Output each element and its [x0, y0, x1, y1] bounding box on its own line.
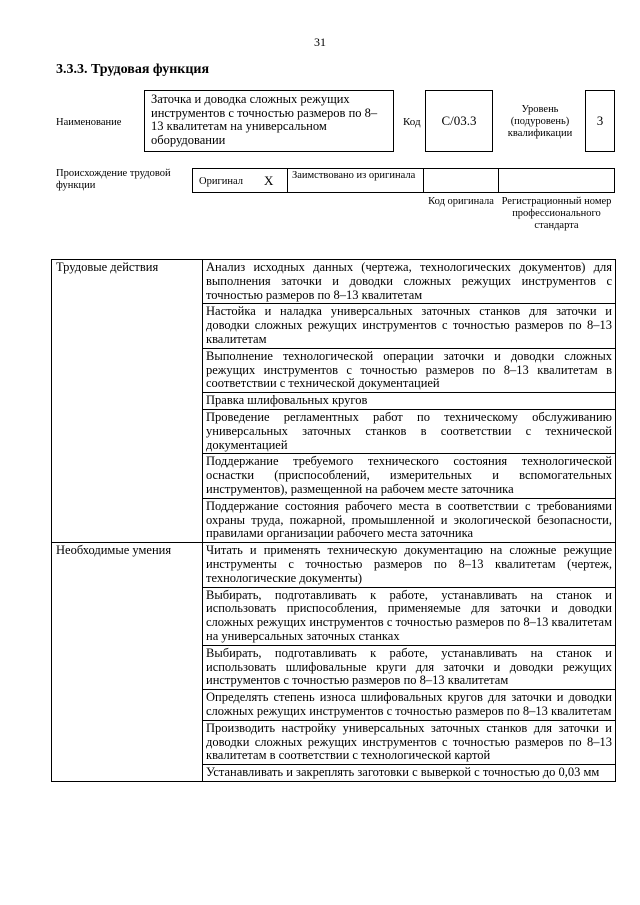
- table-row: [52, 543, 616, 587]
- origin-label: Происхождение трудовой функции: [56, 168, 171, 191]
- function-details-table: [51, 259, 616, 782]
- section-heading: 3.3.3. Трудовая функция: [56, 62, 210, 77]
- table-cell: Выбирать, подготавливать к работе, устанавливать на станок и использовать приспособления, применяемые для заточки и доводки сложных режущих инструментов с точностью размеров по 8–13 квалитетам на универсальных заточных станках: [203, 587, 616, 645]
- table-cell: Анализ исходных данных (чертежа, технологических документов) для выполнения заточки и доводки сложных режущих инструментов с точностью размеров по 8–13 квалитетам: [203, 260, 616, 304]
- reg-number-cell: [498, 168, 615, 193]
- qualification-level-box: 3: [585, 90, 615, 152]
- table-cell: Проведение регламентных работ по техническому обслуживанию универсальных заточных станков в соответствии с технической документацией: [203, 409, 616, 453]
- original-cell: [192, 168, 288, 193]
- code-label: Код: [403, 116, 421, 128]
- borrowed-cell: [287, 168, 424, 193]
- reg-number-label: Регистрационный номер профессионального стандарта: [501, 196, 612, 231]
- page-number: 31: [314, 35, 326, 49]
- section-title-cell: Необходимые умения: [52, 543, 203, 782]
- code-original-cell: [423, 168, 499, 193]
- function-code-box: С/03.3: [425, 90, 493, 152]
- qualification-level-label: Уровень (подуровень) квалификации: [507, 104, 573, 139]
- name-label: Наименование: [56, 117, 122, 128]
- code-original-label: Код оригинала: [428, 196, 494, 207]
- table-cell: Поддержание требуемого технического состояния технологической оснастки (приспособлений, измерительных и вспомогательных инструментов), размещенной на рабочем месте заточника: [203, 454, 616, 498]
- table-cell: Поддержание состояния рабочего места в соответствии с требованиями охраны труда, пожарной, промышленной и экологической безопасности, правилами организации рабочего места заточника: [203, 498, 616, 542]
- original-label: Оригинал: [199, 176, 243, 187]
- table-cell: Выполнение технологической операции заточки и доводки сложных режущих инструментов с точностью размеров по 8–13 квалитетам в соответствии с технической документацией: [203, 348, 616, 392]
- table-row: [52, 260, 616, 304]
- table-cell: Определять степень износа шлифовальных кругов для заточки и доводки сложных режущих инструментов с точностью размеров по 8–13 квалитетам: [203, 690, 616, 721]
- section-title-cell: Трудовые действия: [52, 260, 203, 543]
- table-cell: Настойка и наладка универсальных заточных станков для заточки и доводки сложных режущих инструментов с точностью размеров по 8–13 квалитетам: [203, 304, 616, 348]
- borrowed-label: Заимствовано из оригинала: [292, 170, 416, 181]
- table-cell: Производить настройку универсальных заточных станков для заточки и доводки сложных режущих инструментов с точностью размеров по 8–13 квалитетам в соответствии с технологической картой: [203, 720, 616, 764]
- table-cell: Правка шлифовальных кругов: [203, 393, 616, 410]
- original-mark: X: [264, 173, 274, 188]
- table-cell: Выбирать, подготавливать к работе, устанавливать на станок и использовать шлифовальные круги для заточки и доводки режущих инструментов с точностью размеров по 8–13 квалитетам: [203, 645, 616, 689]
- table-cell: Читать и применять техническую документацию на сложные режущие инструменты с точностью размеров по 8–13 квалитетам (чертеж, технологические документы): [203, 543, 616, 587]
- origin-row: [192, 168, 615, 193]
- table-cell: Устанавливать и закреплять заготовки с выверкой с точностью до 0,03 мм: [203, 765, 616, 782]
- function-name-box: Заточка и доводка сложных режущих инструментов с точностью размеров по 8–13 квалитетам на универсальном оборудовании: [144, 90, 394, 152]
